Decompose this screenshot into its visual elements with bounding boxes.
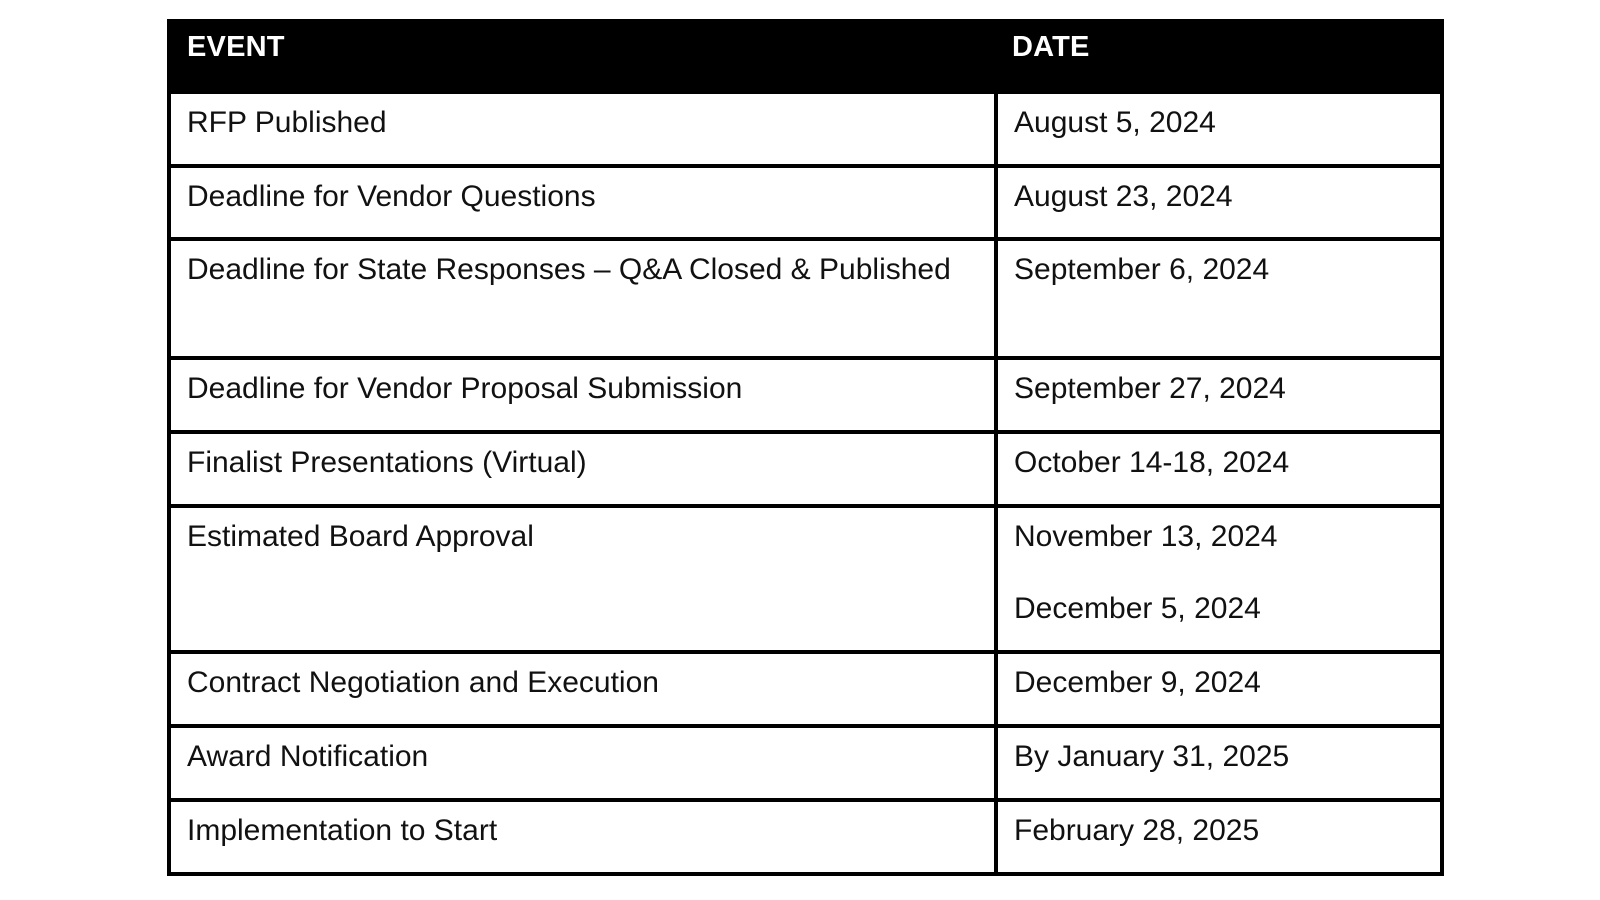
date-cell bbox=[996, 800, 1442, 874]
date-cell bbox=[996, 506, 1442, 652]
date-value: November 13, 2024 bbox=[1014, 520, 1278, 553]
table-row bbox=[169, 800, 1442, 874]
date-value: December 9, 2024 bbox=[1014, 666, 1261, 699]
date-value: October 14-18, 2024 bbox=[1014, 446, 1290, 479]
date-cell bbox=[996, 92, 1442, 166]
date-cell bbox=[996, 652, 1442, 726]
table-row bbox=[169, 652, 1442, 726]
event-cell: Estimated Board Approval bbox=[169, 506, 996, 652]
date-cell bbox=[996, 239, 1442, 358]
event-cell: Deadline for State Responses – Q&A Closed & Published bbox=[169, 239, 996, 358]
event-cell: Contract Negotiation and Execution bbox=[169, 652, 996, 726]
date-value: August 23, 2024 bbox=[1014, 180, 1233, 213]
date-value: August 5, 2024 bbox=[1014, 106, 1216, 139]
event-cell: Deadline for Vendor Proposal Submission bbox=[169, 358, 996, 432]
table-row bbox=[169, 726, 1442, 800]
header-row bbox=[169, 21, 1442, 92]
date-value: September 27, 2024 bbox=[1014, 372, 1286, 405]
event-cell: Award Notification bbox=[169, 726, 996, 800]
date-value: By January 31, 2025 bbox=[1014, 740, 1290, 773]
table-row bbox=[169, 92, 1442, 166]
table-row bbox=[169, 506, 1442, 652]
table-row bbox=[169, 358, 1442, 432]
date-cell bbox=[996, 726, 1442, 800]
date-value: December 5, 2024 bbox=[1014, 592, 1261, 625]
date-cell bbox=[996, 166, 1442, 239]
date-cell bbox=[996, 432, 1442, 506]
date-value: September 6, 2024 bbox=[1014, 253, 1270, 286]
event-cell: Implementation to Start bbox=[169, 800, 996, 874]
table-row bbox=[169, 239, 1442, 358]
date-column-header: DATE bbox=[996, 21, 1442, 92]
date-cell bbox=[996, 358, 1442, 432]
date-value: February 28, 2025 bbox=[1014, 814, 1260, 847]
event-cell: Finalist Presentations (Virtual) bbox=[169, 432, 996, 506]
schedule-table bbox=[167, 19, 1444, 876]
event-cell: RFP Published bbox=[169, 92, 996, 166]
table-row bbox=[169, 432, 1442, 506]
event-column-header: EVENT bbox=[169, 21, 996, 92]
event-cell: Deadline for Vendor Questions bbox=[169, 166, 996, 239]
table-row bbox=[169, 166, 1442, 239]
